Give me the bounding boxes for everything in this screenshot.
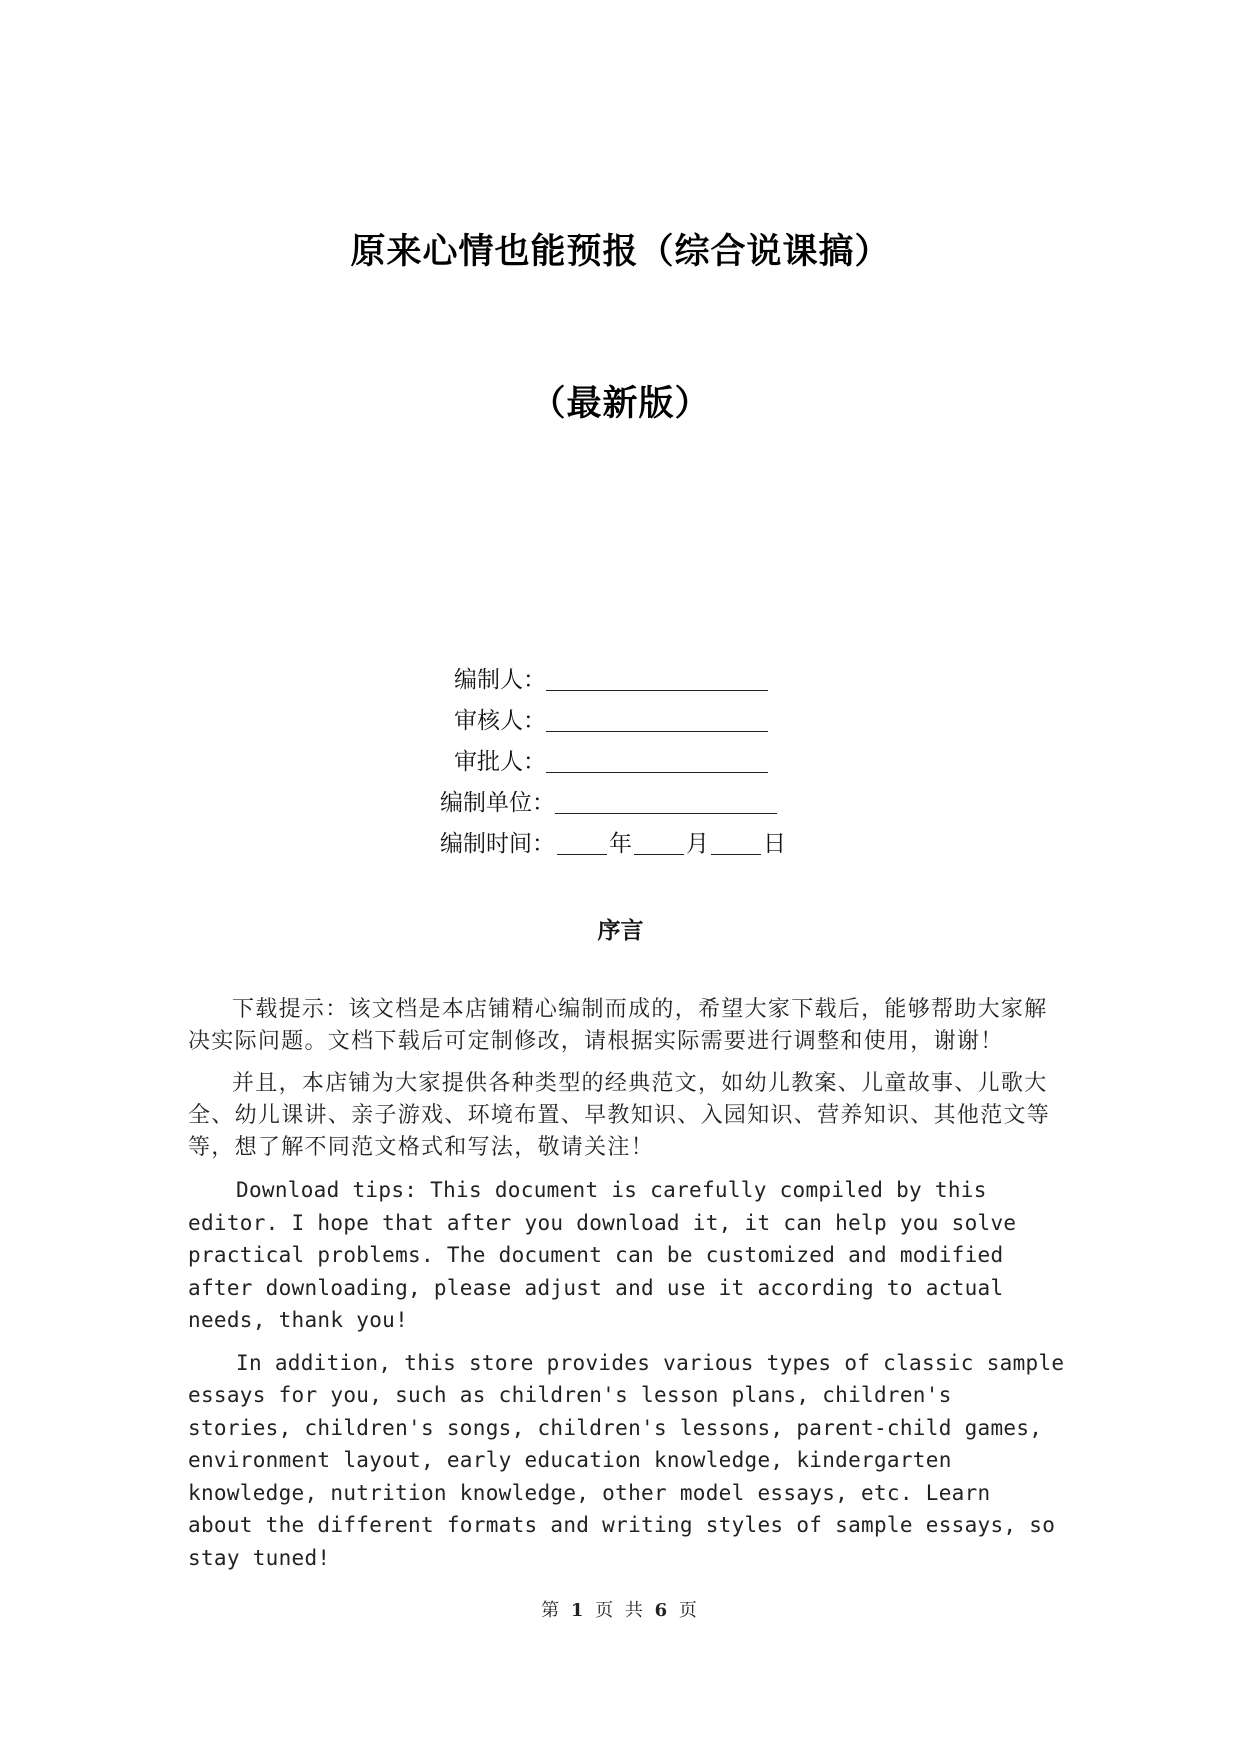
form-row-date: [440, 824, 860, 865]
month-label: 月: [686, 831, 709, 857]
date-label: 编制时间：: [440, 831, 555, 857]
signature-form: [440, 660, 860, 865]
approver-label: 审批人：: [454, 749, 546, 775]
paragraph-en-store-offer: In addition, this store provides various types of classic sample essays for you, such as children's lesson plans, children's stories, children's songs, children's lessons, parent-child games, environment layout, early education knowledge, kindergarten knowledge, nutrition knowledge, other model essays, etc. Learn about the different formats and writing styles of sample essays, so stay tuned!: [188, 1350, 1065, 1570]
form-row-approver: [440, 742, 860, 783]
footer-prefix: 第: [541, 1600, 563, 1621]
preface-body: [188, 994, 1068, 1584]
reviewer-label: 审核人：: [454, 708, 546, 734]
day-label: 日: [763, 831, 786, 857]
page-footer: [0, 1596, 1241, 1622]
footer-suffix: 页: [678, 1600, 700, 1621]
form-row-editor: [440, 660, 860, 701]
year-blank-line: [557, 828, 607, 855]
document-title: 原来心情也能预报（综合说课搞）: [350, 231, 891, 272]
month-blank-line: [634, 828, 684, 855]
approver-blank-line: [546, 746, 768, 773]
editor-label: 编制人：: [454, 667, 546, 693]
form-row-unit: [440, 783, 860, 824]
day-blank-line: [711, 828, 761, 855]
footer-total-pages: 6: [654, 1600, 671, 1621]
paragraph-en-download-tips: Download tips: This document is carefully compiled by this editor. I hope that after you download it, it can help you solve practical problems. The document can be customized and modified after downloading, please adjust and use it according to actual needs, thank you!: [188, 1178, 1017, 1332]
footer-middle: 页 共: [595, 1600, 646, 1621]
editor-blank-line: [546, 664, 768, 691]
paragraph-cn-store-offer: 并且，本店铺为大家提供各种类型的经典范文，如幼儿教案、儿童故事、儿歌大全、幼儿课讲、亲子游戏、环境布置、早教知识、入园知识、营养知识、其他范文等等，想了解不同范文格式和写法，敬请关注！: [188, 1071, 1051, 1160]
reviewer-blank-line: [546, 705, 768, 732]
preface-heading: 序言: [597, 917, 644, 944]
unit-blank-line: [555, 787, 777, 814]
document-subtitle: （最新版）: [530, 383, 711, 424]
form-row-reviewer: [440, 701, 860, 742]
year-label: 年: [609, 831, 632, 857]
footer-current-page: 1: [570, 1600, 587, 1621]
paragraph-cn-download-tips: 下载提示：该文档是本店铺精心编制而成的，希望大家下载后，能够帮助大家解决实际问题。文档下载后可定制修改，请根据实际需要进行调整和使用，谢谢！: [188, 997, 1048, 1054]
unit-label: 编制单位：: [440, 790, 555, 816]
